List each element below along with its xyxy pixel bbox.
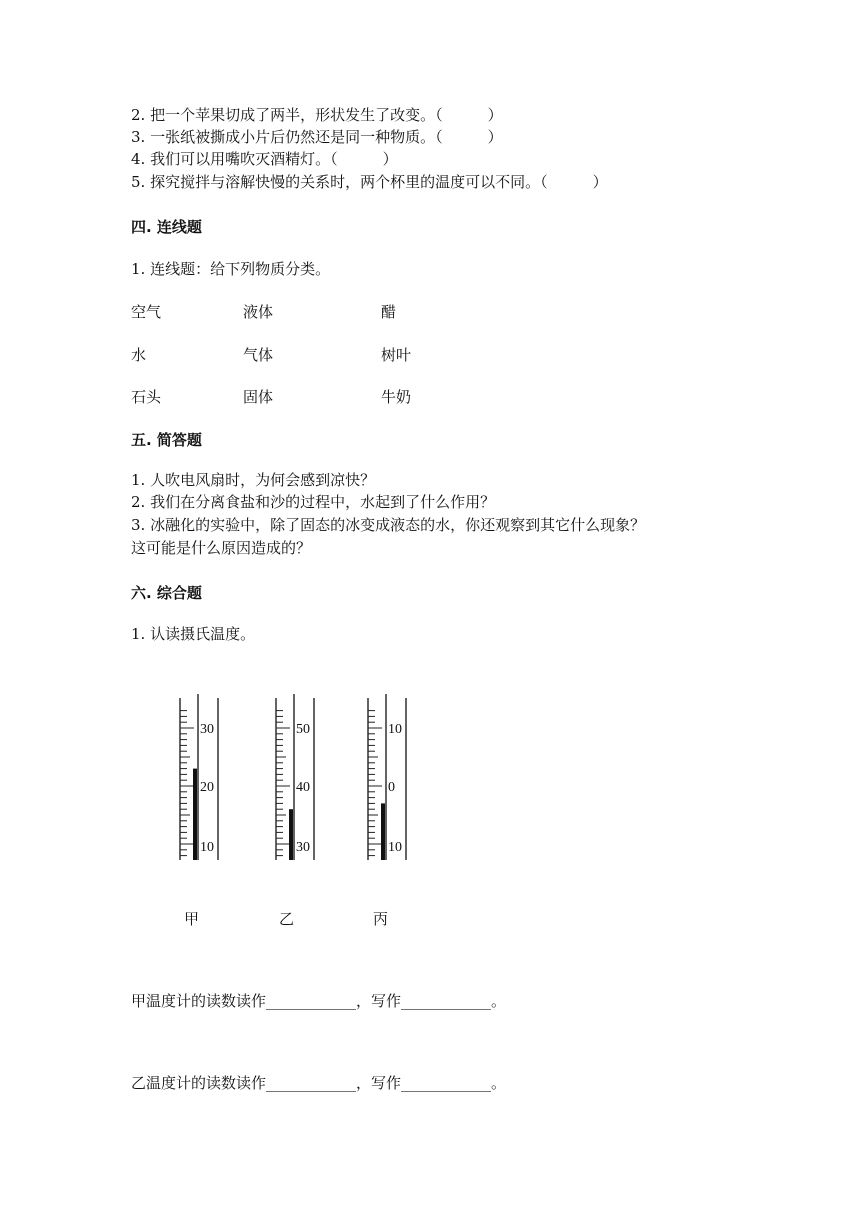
scale-label: 0: [388, 780, 395, 795]
scale-label: 10: [388, 840, 402, 855]
matching-right-item: 树叶: [381, 346, 412, 364]
thermometer-yi: [272, 690, 324, 868]
scale-label: 30: [296, 840, 310, 855]
thermometer-jia: [176, 690, 228, 868]
matching-left-item: 石头: [131, 388, 162, 406]
thermometer-label-bing: 丙: [373, 910, 389, 928]
matching-right-item: 醋: [381, 303, 397, 321]
matching-heading: 四. 连线题: [131, 218, 202, 236]
judgement-item-3: 3. 一张纸被撕成小片后仍然还是同一种物质。（ ）: [131, 128, 503, 146]
scale-label: 30: [200, 722, 214, 737]
liquid-column: [289, 809, 293, 860]
short-answer-item-1: 1. 人吹电风扇时，为何会感到凉快？: [131, 471, 376, 489]
matching-question: 1. 连线题：给下列物质分类。: [131, 260, 331, 278]
matching-left-item: 水: [131, 346, 147, 364]
scale-label: 40: [296, 780, 310, 795]
answer-line-jia: 甲温度计的读数读作____________，写作____________。: [131, 992, 507, 1010]
scale-label: 50: [296, 722, 310, 737]
liquid-column: [193, 769, 197, 860]
matching-middle-item: 气体: [243, 346, 274, 364]
answer-line-yi: 乙温度计的读数读作____________，写作____________。: [131, 1074, 507, 1092]
thermometer-bing: [364, 690, 416, 868]
judgement-item-5: 5. 探究搅拌与溶解快慢的关系时，两个杯里的温度可以不同。（ ）: [131, 173, 608, 191]
short-answer-item-3-cont: 这可能是什么原因造成的？: [131, 539, 312, 557]
scale-label: 10: [200, 840, 214, 855]
comprehensive-question: 1. 认读摄氏温度。: [131, 625, 256, 643]
judgement-item-2: 2. 把一个苹果切成了两半，形状发生了改变。（ ）: [131, 106, 503, 124]
short-answer-heading: 五. 简答题: [131, 431, 202, 449]
matching-right-item: 牛奶: [381, 388, 412, 406]
matching-middle-item: 液体: [243, 303, 274, 321]
short-answer-item-2: 2. 我们在分离食盐和沙的过程中，水起到了什么作用？: [131, 493, 496, 511]
matching-middle-item: 固体: [243, 388, 274, 406]
scale-label: 10: [388, 722, 402, 737]
matching-left-item: 空气: [131, 303, 162, 321]
scale-label: 20: [200, 780, 214, 795]
thermometer-label-yi: 乙: [279, 910, 295, 928]
short-answer-item-3: 3. 冰融化的实验中，除了固态的冰变成液态的水，你还观察到其它什么现象？: [131, 516, 646, 534]
comprehensive-heading: 六. 综合题: [131, 584, 202, 602]
liquid-column: [381, 803, 385, 860]
judgement-item-4: 4. 我们可以用嘴吹灭酒精灯。（ ）: [131, 150, 398, 168]
thermometer-label-jia: 甲: [184, 910, 200, 928]
